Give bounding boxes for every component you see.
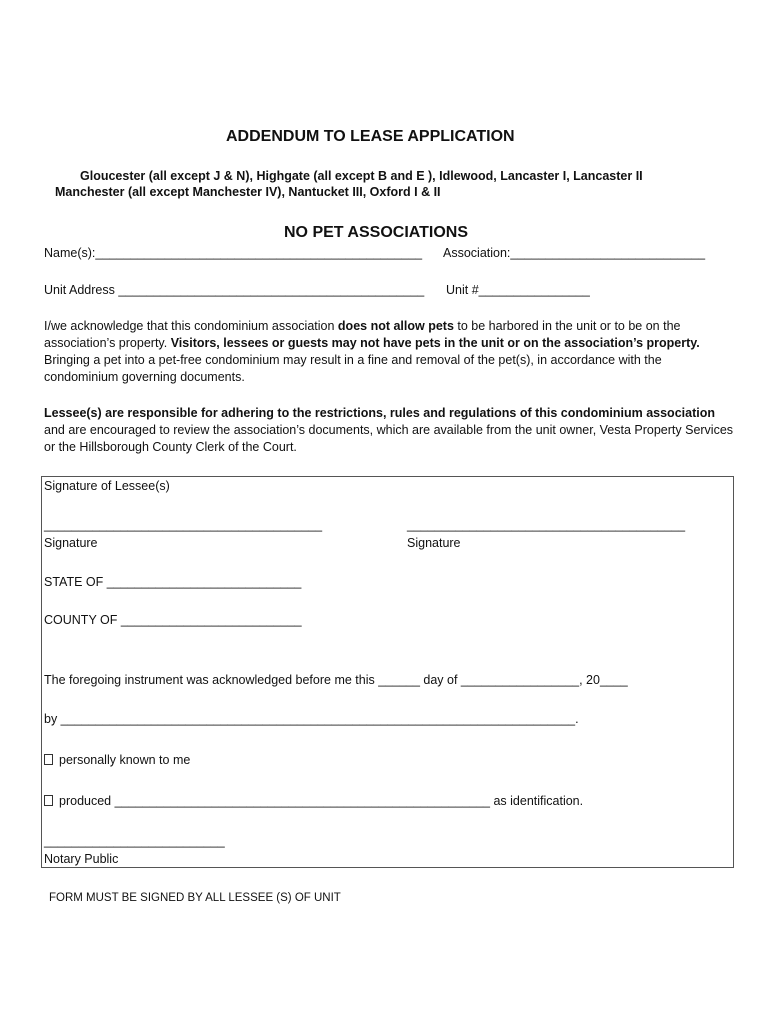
responsibility-text: and are encouraged to review the association’s documents, which are available from the unit owner, Vesta Property Services or the Hillsborough County Clerk of the Court. (44, 423, 734, 454)
responsibility-bold: Lessee(s) are responsible for adhering to the restrictions, rules and regulations of this condominium association (44, 406, 715, 420)
footer-note: FORM MUST BE SIGNED BY ALL LESSEE (S) OF UNIT (49, 892, 341, 904)
policy-bold-2: Visitors, lessees or guests may not have pets in the unit or on the association’s property. (170, 336, 700, 350)
by-field[interactable]: by __________________________________________________________________________. (44, 712, 579, 726)
signature-box-header: Signature of Lessee(s) (44, 479, 170, 493)
policy-text-2: to be harbored in the unit or to be on the association’s property. (44, 319, 681, 350)
signature-line-left[interactable]: ________________________________________ (44, 518, 323, 532)
checkbox-icon[interactable] (44, 795, 53, 806)
notary-signature-line[interactable]: __________________________ (44, 834, 225, 848)
policy-text-1: I/we acknowledge that this condominium association (44, 319, 338, 333)
names-field[interactable]: Name(s):_______________________________________________ (44, 246, 423, 260)
unit-number-field[interactable]: Unit #________________ (446, 283, 590, 297)
communities-line-1: Gloucester (all except J & N), Highgate (all except B and E ), Idlewood, Lancaster I, Lancaster II (80, 169, 643, 183)
acknowledgment-line[interactable]: The foregoing instrument was acknowledged before me this ______ day of _________________, 20____ (44, 673, 628, 687)
policy-text-3: Bringing a pet into a pet-free condominium may result in a fine and removal of the pet(s), in accordance with the condominium governing documents. (44, 353, 662, 384)
signature-box (41, 476, 734, 868)
county-field[interactable]: COUNTY OF __________________________ (44, 613, 302, 627)
signature-label-left: Signature (44, 536, 98, 550)
association-field[interactable]: Association:____________________________ (443, 246, 706, 260)
checkbox-icon[interactable] (44, 754, 53, 765)
produced-option[interactable] (44, 794, 583, 808)
communities-line-2: Manchester (all except Manchester IV), Nantucket III, Oxford I & II (55, 185, 441, 199)
unit-address-field[interactable]: Unit Address ____________________________________________ (44, 283, 425, 297)
state-field[interactable]: STATE OF ____________________________ (44, 575, 302, 589)
policy-bold-1: does not allow pets (337, 319, 454, 333)
pet-policy-paragraph (44, 318, 734, 386)
section-title: NO PET ASSOCIATIONS (284, 224, 469, 241)
responsibility-paragraph (44, 405, 734, 456)
document-title: ADDENDUM TO LEASE APPLICATION (226, 128, 515, 145)
signature-line-right[interactable]: ________________________________________ (407, 518, 686, 532)
produced-label: produced ______________________________________________________ as identification. (59, 794, 584, 808)
personally-known-label: personally known to me (59, 753, 191, 767)
notary-label: Notary Public (44, 852, 119, 866)
signature-label-right: Signature (407, 536, 461, 550)
personally-known-option[interactable] (44, 753, 190, 767)
